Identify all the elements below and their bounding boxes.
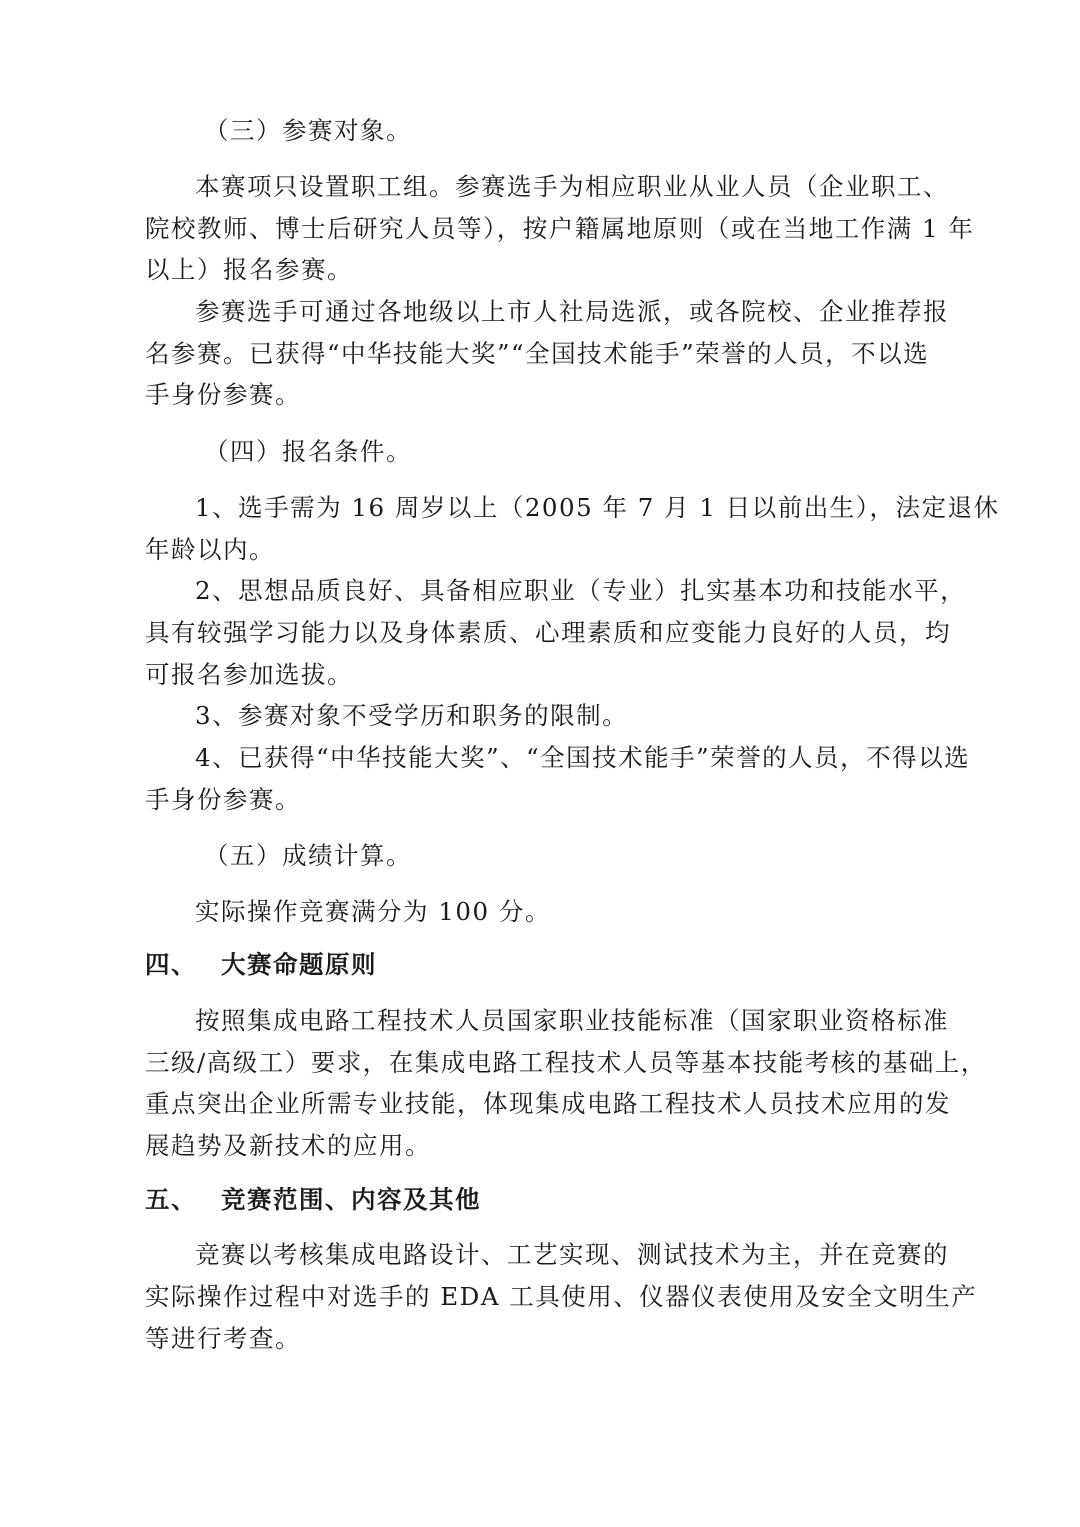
section-heading-participants: （三）参赛对象。 (204, 116, 412, 145)
list-item-line: 手身份参赛。 (145, 785, 301, 814)
part-title: 竞赛范围、内容及其他 (221, 1185, 481, 1214)
paragraph-line: 重点突出企业所需专业技能，体现集成电路工程技术人员技术应用的发 (145, 1089, 951, 1118)
list-item-line: 1、选手需为 16 周岁以上（2005 年 7 月 1 日以前出生），法定退休 (195, 493, 1000, 522)
paragraph-line: 本赛项只设置职工组。参赛选手为相应职业从业人员（企业职工、 (195, 172, 949, 201)
list-item-line: 具有较强学习能力以及身体素质、心理素质和应变能力良好的人员，均 (145, 618, 951, 647)
list-item-line: 2、思想品质良好、具备相应职业（专业）扎实基本功和技能水平， (195, 576, 967, 605)
list-item-line: 可报名参加选拔。 (145, 660, 353, 689)
part-title: 大赛命题原则 (221, 950, 377, 979)
paragraph-line: 实际操作竞赛满分为 100 分。 (195, 897, 551, 926)
paragraph-line: 三级/高级工）要求，在集成电路工程技术人员等基本技能考核的基础上， (145, 1048, 987, 1077)
part-number: 五、 (145, 1185, 197, 1214)
list-item-line: 4、已获得“中华技能大奖”、“全国技术能手”荣誉的人员，不得以选 (195, 743, 971, 772)
paragraph-line: 以上）报名参赛。 (145, 255, 353, 284)
paragraph-line: 竞赛以考核集成电路设计、工艺实现、测试技术为主，并在竞赛的 (195, 1240, 949, 1269)
paragraph-line: 展趋势及新技术的应用。 (145, 1131, 431, 1160)
paragraph-line: 名参赛。已获得“中华技能大奖”“全国技术能手”荣誉的人员，不以选 (145, 339, 930, 368)
paragraph-line: 参赛选手可通过各地级以上市人社局选派，或各院校、企业推荐报 (195, 297, 949, 326)
list-item-line: 年龄以内。 (145, 535, 275, 564)
paragraph-line: 实际操作过程中对选手的 EDA 工具使用、仪器仪表使用及安全文明生产 (145, 1282, 978, 1311)
paragraph-line: 按照集成电路工程技术人员国家职业技能标准（国家职业资格标准 (195, 1006, 949, 1035)
section-heading-eligibility: （四）报名条件。 (204, 437, 412, 466)
section-heading-scoring: （五）成绩计算。 (204, 841, 412, 870)
paragraph-line: 等进行考查。 (145, 1324, 301, 1353)
list-item-line: 3、参赛对象不受学历和职务的限制。 (195, 701, 629, 730)
part-number: 四、 (145, 950, 197, 979)
paragraph-line: 手身份参赛。 (145, 380, 301, 409)
paragraph-line: 院校教师、博士后研究人员等），按户籍属地原则（或在当地工作满 1 年 (145, 214, 975, 243)
